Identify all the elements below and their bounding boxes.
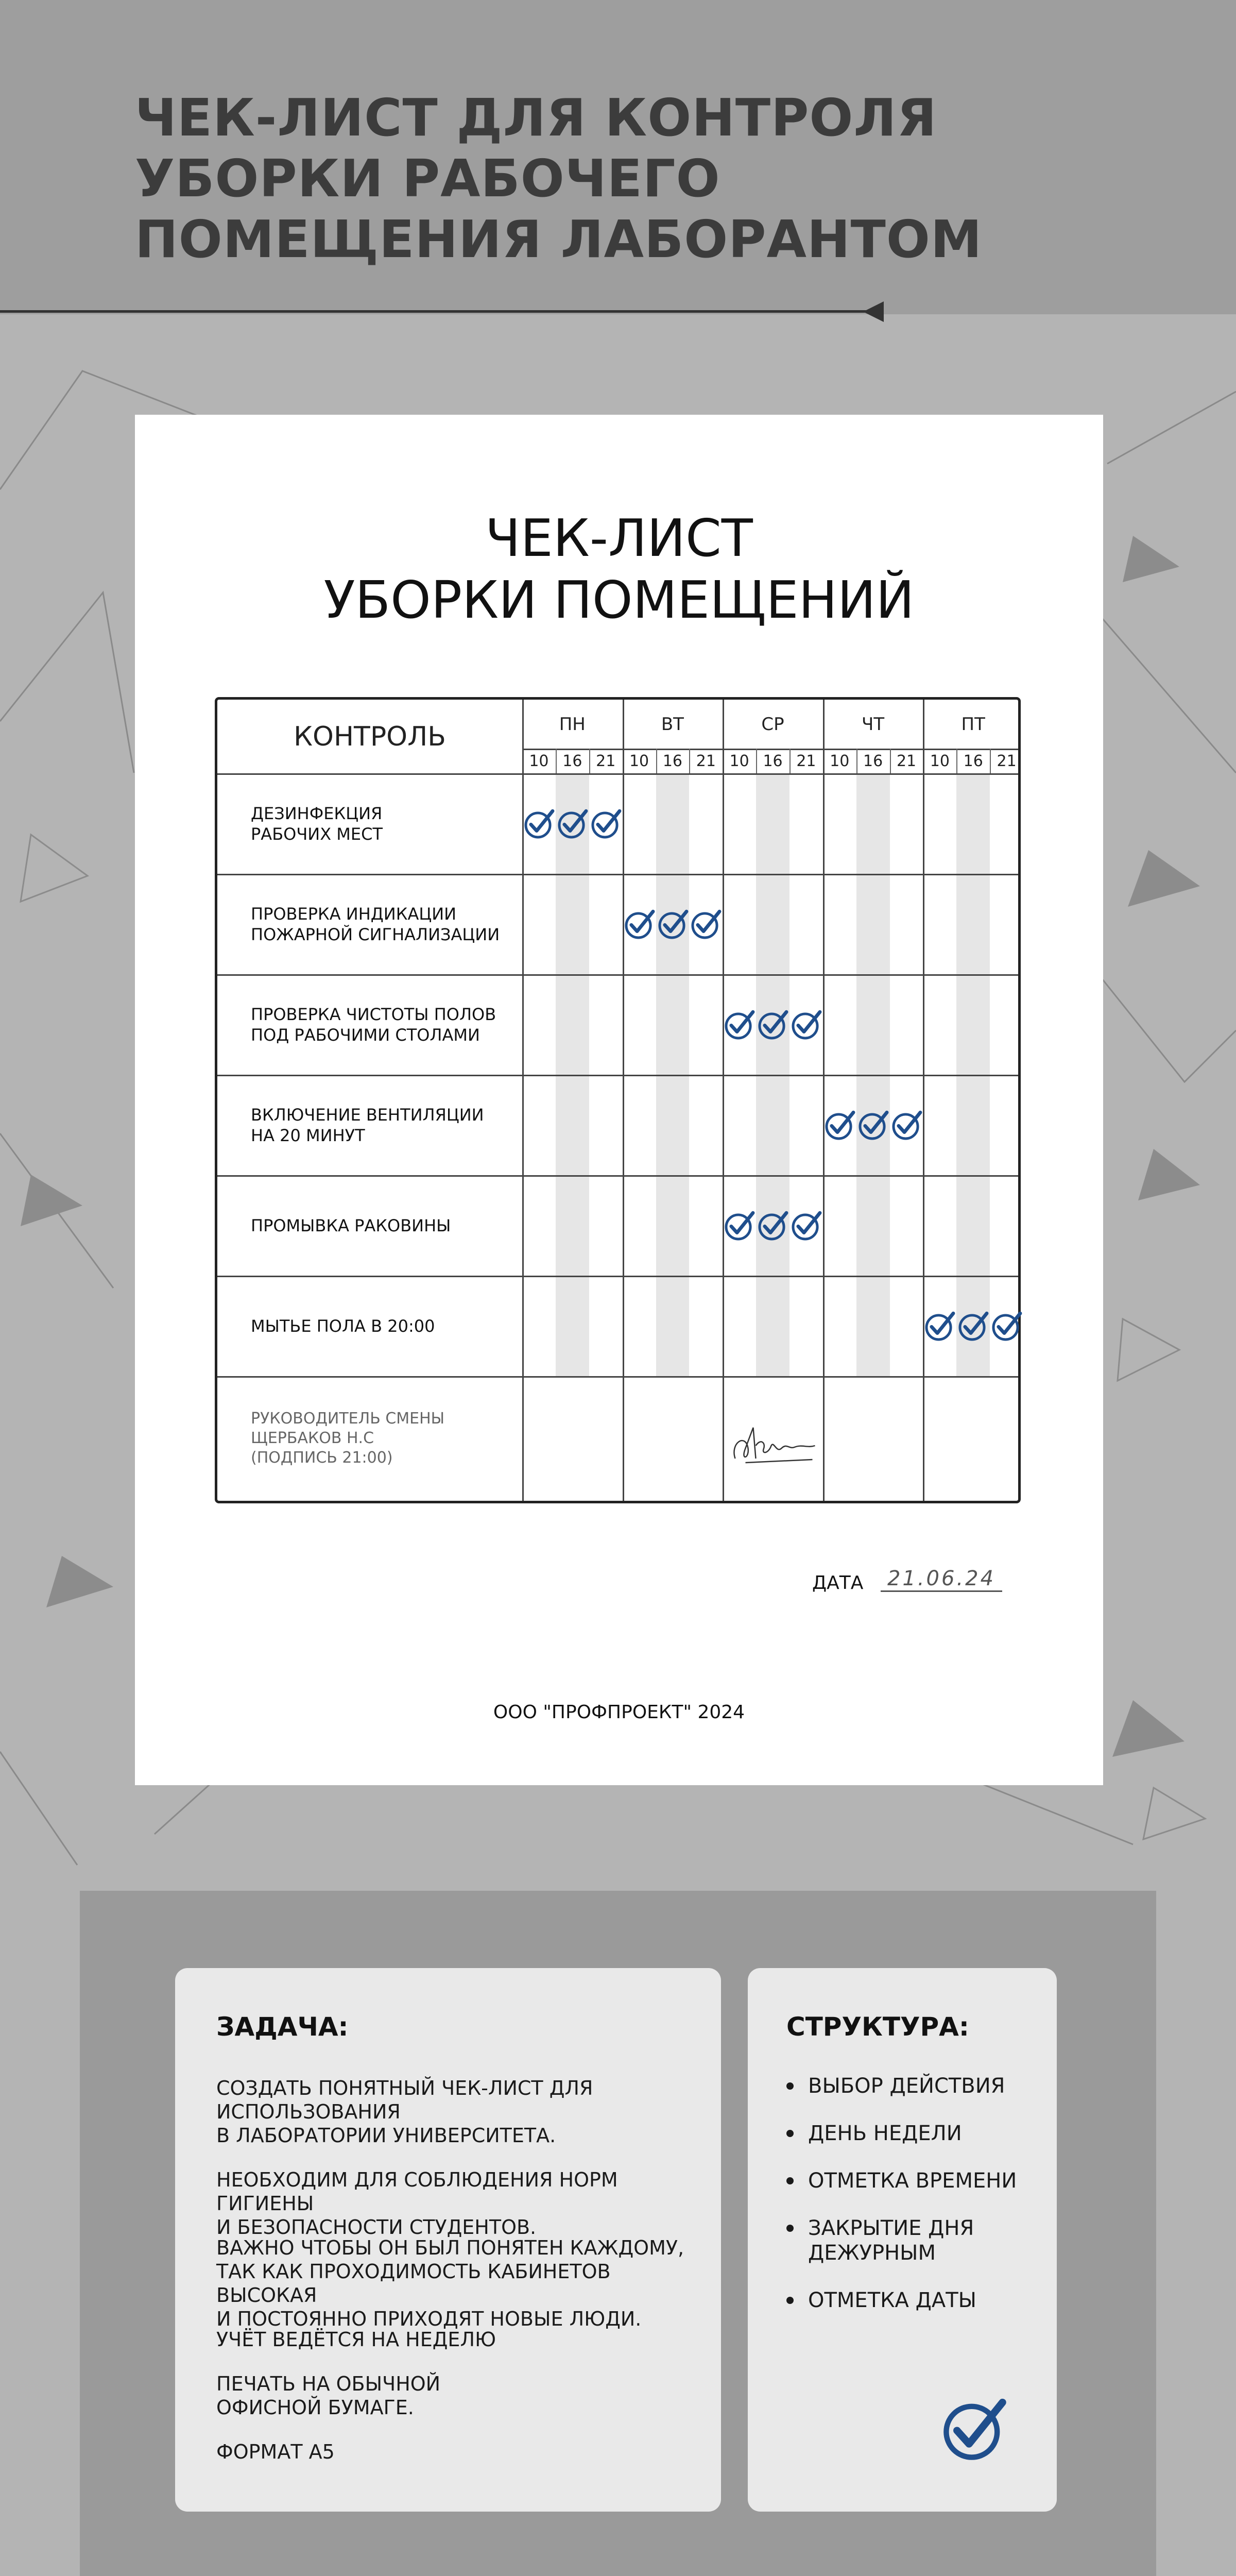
bullet-dot-icon bbox=[786, 2225, 794, 2232]
task-row-line: ДЕЗИНФЕКЦИЯ bbox=[251, 803, 383, 823]
bullet-dot-icon bbox=[786, 2082, 794, 2090]
time-header: 10 bbox=[930, 752, 950, 770]
task-row-line: ПОЖАРНОЙ СИГНАЛИЗАЦИИ bbox=[251, 924, 500, 944]
time-header: 10 bbox=[729, 752, 749, 770]
title-line: УБОРКИ РАБОЧЕГО bbox=[135, 148, 720, 209]
task-line: СОЗДАТЬ ПОНЯТНЫЙ ЧЕК-ЛИСТ ДЛЯ bbox=[216, 2077, 593, 2099]
supervisor-line: ЩЕРБАКОВ Н.С bbox=[251, 1429, 374, 1447]
time-header: 21 bbox=[796, 752, 816, 770]
structure-item bbox=[786, 2121, 1044, 2146]
day-header: СР bbox=[761, 714, 784, 735]
task-line: ВАЖНО ЧТОБЫ ОН БЫЛ ПОНЯТЕН КАЖДОМУ, bbox=[216, 2236, 684, 2259]
structure-card bbox=[748, 1968, 1057, 2512]
task-line: ТАК КАК ПРОХОДИМОСТЬ КАБИНЕТОВ ВЫСОКАЯ bbox=[216, 2260, 611, 2307]
task-card bbox=[175, 1968, 721, 2512]
page-title bbox=[135, 88, 1113, 270]
task-row-label bbox=[251, 1075, 514, 1175]
date-label: ДАТА bbox=[812, 1572, 864, 1594]
structure-item bbox=[786, 2074, 1044, 2098]
checklist-table bbox=[215, 697, 1021, 1503]
check-icon bbox=[941, 2396, 1008, 2463]
sheet-title-line: УБОРКИ ПОМЕЩЕНИЙ bbox=[323, 570, 915, 630]
time-header: 10 bbox=[529, 752, 549, 770]
task-line: НЕОБХОДИМ ДЛЯ СОБЛЮДЕНИЯ НОРМ ГИГИЕНЫ bbox=[216, 2168, 618, 2215]
check-icon bbox=[657, 908, 689, 940]
time-header: 16 bbox=[562, 752, 582, 770]
task-paragraph bbox=[216, 2328, 711, 2351]
time-header: 16 bbox=[763, 752, 783, 770]
check-icon bbox=[791, 1009, 822, 1041]
check-icon bbox=[590, 808, 622, 840]
check-icon bbox=[557, 808, 589, 840]
supervisor-line: РУКОВОДИТЕЛЬ СМЕНЫ bbox=[251, 1410, 445, 1428]
control-header: КОНТРОЛЬ bbox=[294, 721, 446, 752]
check-icon bbox=[957, 1310, 989, 1342]
check-icon bbox=[857, 1109, 889, 1141]
supervisor-line: (ПОДПИСЬ 21:00) bbox=[251, 1449, 393, 1467]
signature-icon bbox=[724, 1417, 819, 1474]
checklist-sheet bbox=[135, 415, 1103, 1785]
day-header: ЧТ bbox=[862, 714, 885, 735]
task-paragraph bbox=[216, 2372, 711, 2419]
check-icon bbox=[891, 1109, 923, 1141]
task-row-line: ПРОВЕРКА ЧИСТОТЫ ПОЛОВ bbox=[251, 1004, 496, 1024]
time-header: 21 bbox=[997, 752, 1017, 770]
title-underline bbox=[0, 310, 876, 313]
column-divider bbox=[923, 700, 924, 1501]
structure-heading: СТРУКТУРА: bbox=[786, 2012, 969, 2042]
bullet-dot-icon bbox=[786, 2177, 794, 2184]
column-divider bbox=[823, 700, 825, 1501]
sheet-title bbox=[135, 507, 1103, 631]
bullet-dot-icon bbox=[786, 2130, 794, 2137]
structure-line: ДЕЖУРНЫМ bbox=[808, 2241, 936, 2265]
task-row-label bbox=[251, 1175, 514, 1276]
task-paragraph bbox=[216, 2236, 711, 2331]
bullet-dot-icon bbox=[786, 2297, 794, 2304]
task-line: И ПОСТОЯННО ПРИХОДЯТ НОВЫЕ ЛЮДИ. bbox=[216, 2308, 642, 2330]
task-row-label bbox=[251, 974, 514, 1075]
task-line: ФОРМАТ А5 bbox=[216, 2441, 335, 2463]
time-header: 16 bbox=[863, 752, 883, 770]
structure-item bbox=[786, 2288, 1044, 2313]
task-heading: ЗАДАЧА: bbox=[216, 2012, 349, 2042]
column-divider bbox=[723, 700, 724, 1501]
time-header: 21 bbox=[596, 752, 616, 770]
time-header: 21 bbox=[896, 752, 917, 770]
title-line: ЧЕК-ЛИСТ ДЛЯ КОНТРОЛЯ bbox=[135, 88, 937, 148]
date-value: 21.06.24 bbox=[881, 1567, 1002, 1592]
checklist-sheet-content bbox=[135, 415, 1103, 1785]
sheet-title-line: ЧЕК-ЛИСТ bbox=[485, 508, 753, 568]
task-line: ОФИСНОЙ БУМАГЕ. bbox=[216, 2396, 414, 2419]
structure-line: ДЕНЬ НЕДЕЛИ bbox=[808, 2122, 962, 2145]
structure-line: ОТМЕТКА ДАТЫ bbox=[808, 2289, 976, 2312]
task-paragraph bbox=[216, 2076, 711, 2147]
time-header: 16 bbox=[963, 752, 983, 770]
arrow-head-icon bbox=[863, 301, 884, 322]
task-row-line: ПОД РАБОЧИМИ СТОЛАМИ bbox=[251, 1025, 480, 1045]
task-row-line: РАБОЧИХ МЕСТ bbox=[251, 824, 383, 844]
check-icon bbox=[690, 908, 722, 940]
company-label: ООО "ПРОФПРОЕКТ" 2024 bbox=[493, 1702, 745, 1723]
check-icon bbox=[991, 1310, 1023, 1342]
check-icon bbox=[724, 1210, 756, 1242]
task-line: УЧЁТ ВЕДЁТСЯ НА НЕДЕЛЮ bbox=[216, 2328, 496, 2351]
column-divider bbox=[623, 700, 624, 1501]
time-header: 10 bbox=[830, 752, 850, 770]
time-header: 16 bbox=[662, 752, 683, 770]
check-icon bbox=[757, 1210, 789, 1242]
task-paragraph bbox=[216, 2440, 711, 2464]
task-line: И БЕЗОПАСНОСТИ СТУДЕНТОВ. bbox=[216, 2216, 537, 2239]
title-line: ПОМЕЩЕНИЯ ЛАБОРАНТОМ bbox=[135, 209, 983, 269]
task-line: ПЕЧАТЬ НА ОБЫЧНОЙ bbox=[216, 2372, 441, 2395]
day-header: ПТ bbox=[961, 714, 985, 735]
task-row-label bbox=[251, 1276, 514, 1376]
task-paragraph bbox=[216, 2168, 711, 2239]
time-header: 21 bbox=[696, 752, 716, 770]
task-row-label bbox=[251, 773, 514, 874]
check-icon bbox=[824, 1109, 856, 1141]
structure-line: ВЫБОР ДЕЙСТВИЯ bbox=[808, 2074, 1005, 2098]
task-row-line: НА 20 МИНУТ bbox=[251, 1125, 365, 1145]
check-icon bbox=[924, 1310, 956, 1342]
check-icon bbox=[624, 908, 656, 940]
day-header: ПН bbox=[559, 714, 586, 735]
supervisor-label bbox=[251, 1376, 514, 1501]
task-row-line: ПРОМЫВКА РАКОВИНЫ bbox=[251, 1215, 451, 1235]
task-line: ИСПОЛЬЗОВАНИЯ bbox=[216, 2100, 401, 2123]
task-row-line: МЫТЬЕ ПОЛА В 20:00 bbox=[251, 1316, 435, 1336]
check-icon bbox=[791, 1210, 822, 1242]
structure-item bbox=[786, 2216, 1044, 2265]
check-icon bbox=[523, 808, 555, 840]
structure-line: ЗАКРЫТИЕ ДНЯ bbox=[808, 2216, 974, 2240]
check-icon bbox=[724, 1009, 756, 1041]
check-icon bbox=[757, 1009, 789, 1041]
structure-line: ОТМЕТКА ВРЕМЕНИ bbox=[808, 2169, 1017, 2193]
time-header: 10 bbox=[629, 752, 649, 770]
hero-banner bbox=[0, 0, 1236, 314]
structure-item bbox=[786, 2168, 1044, 2193]
task-line: В ЛАБОРАТОРИИ УНИВЕРСИТЕТА. bbox=[216, 2124, 556, 2147]
task-row-line: ПРОВЕРКА ИНДИКАЦИИ bbox=[251, 904, 457, 924]
day-header: ВТ bbox=[661, 714, 684, 735]
task-row-label bbox=[251, 874, 514, 974]
task-row-line: ВКЛЮЧЕНИЕ ВЕНТИЛЯЦИИ bbox=[251, 1105, 484, 1125]
